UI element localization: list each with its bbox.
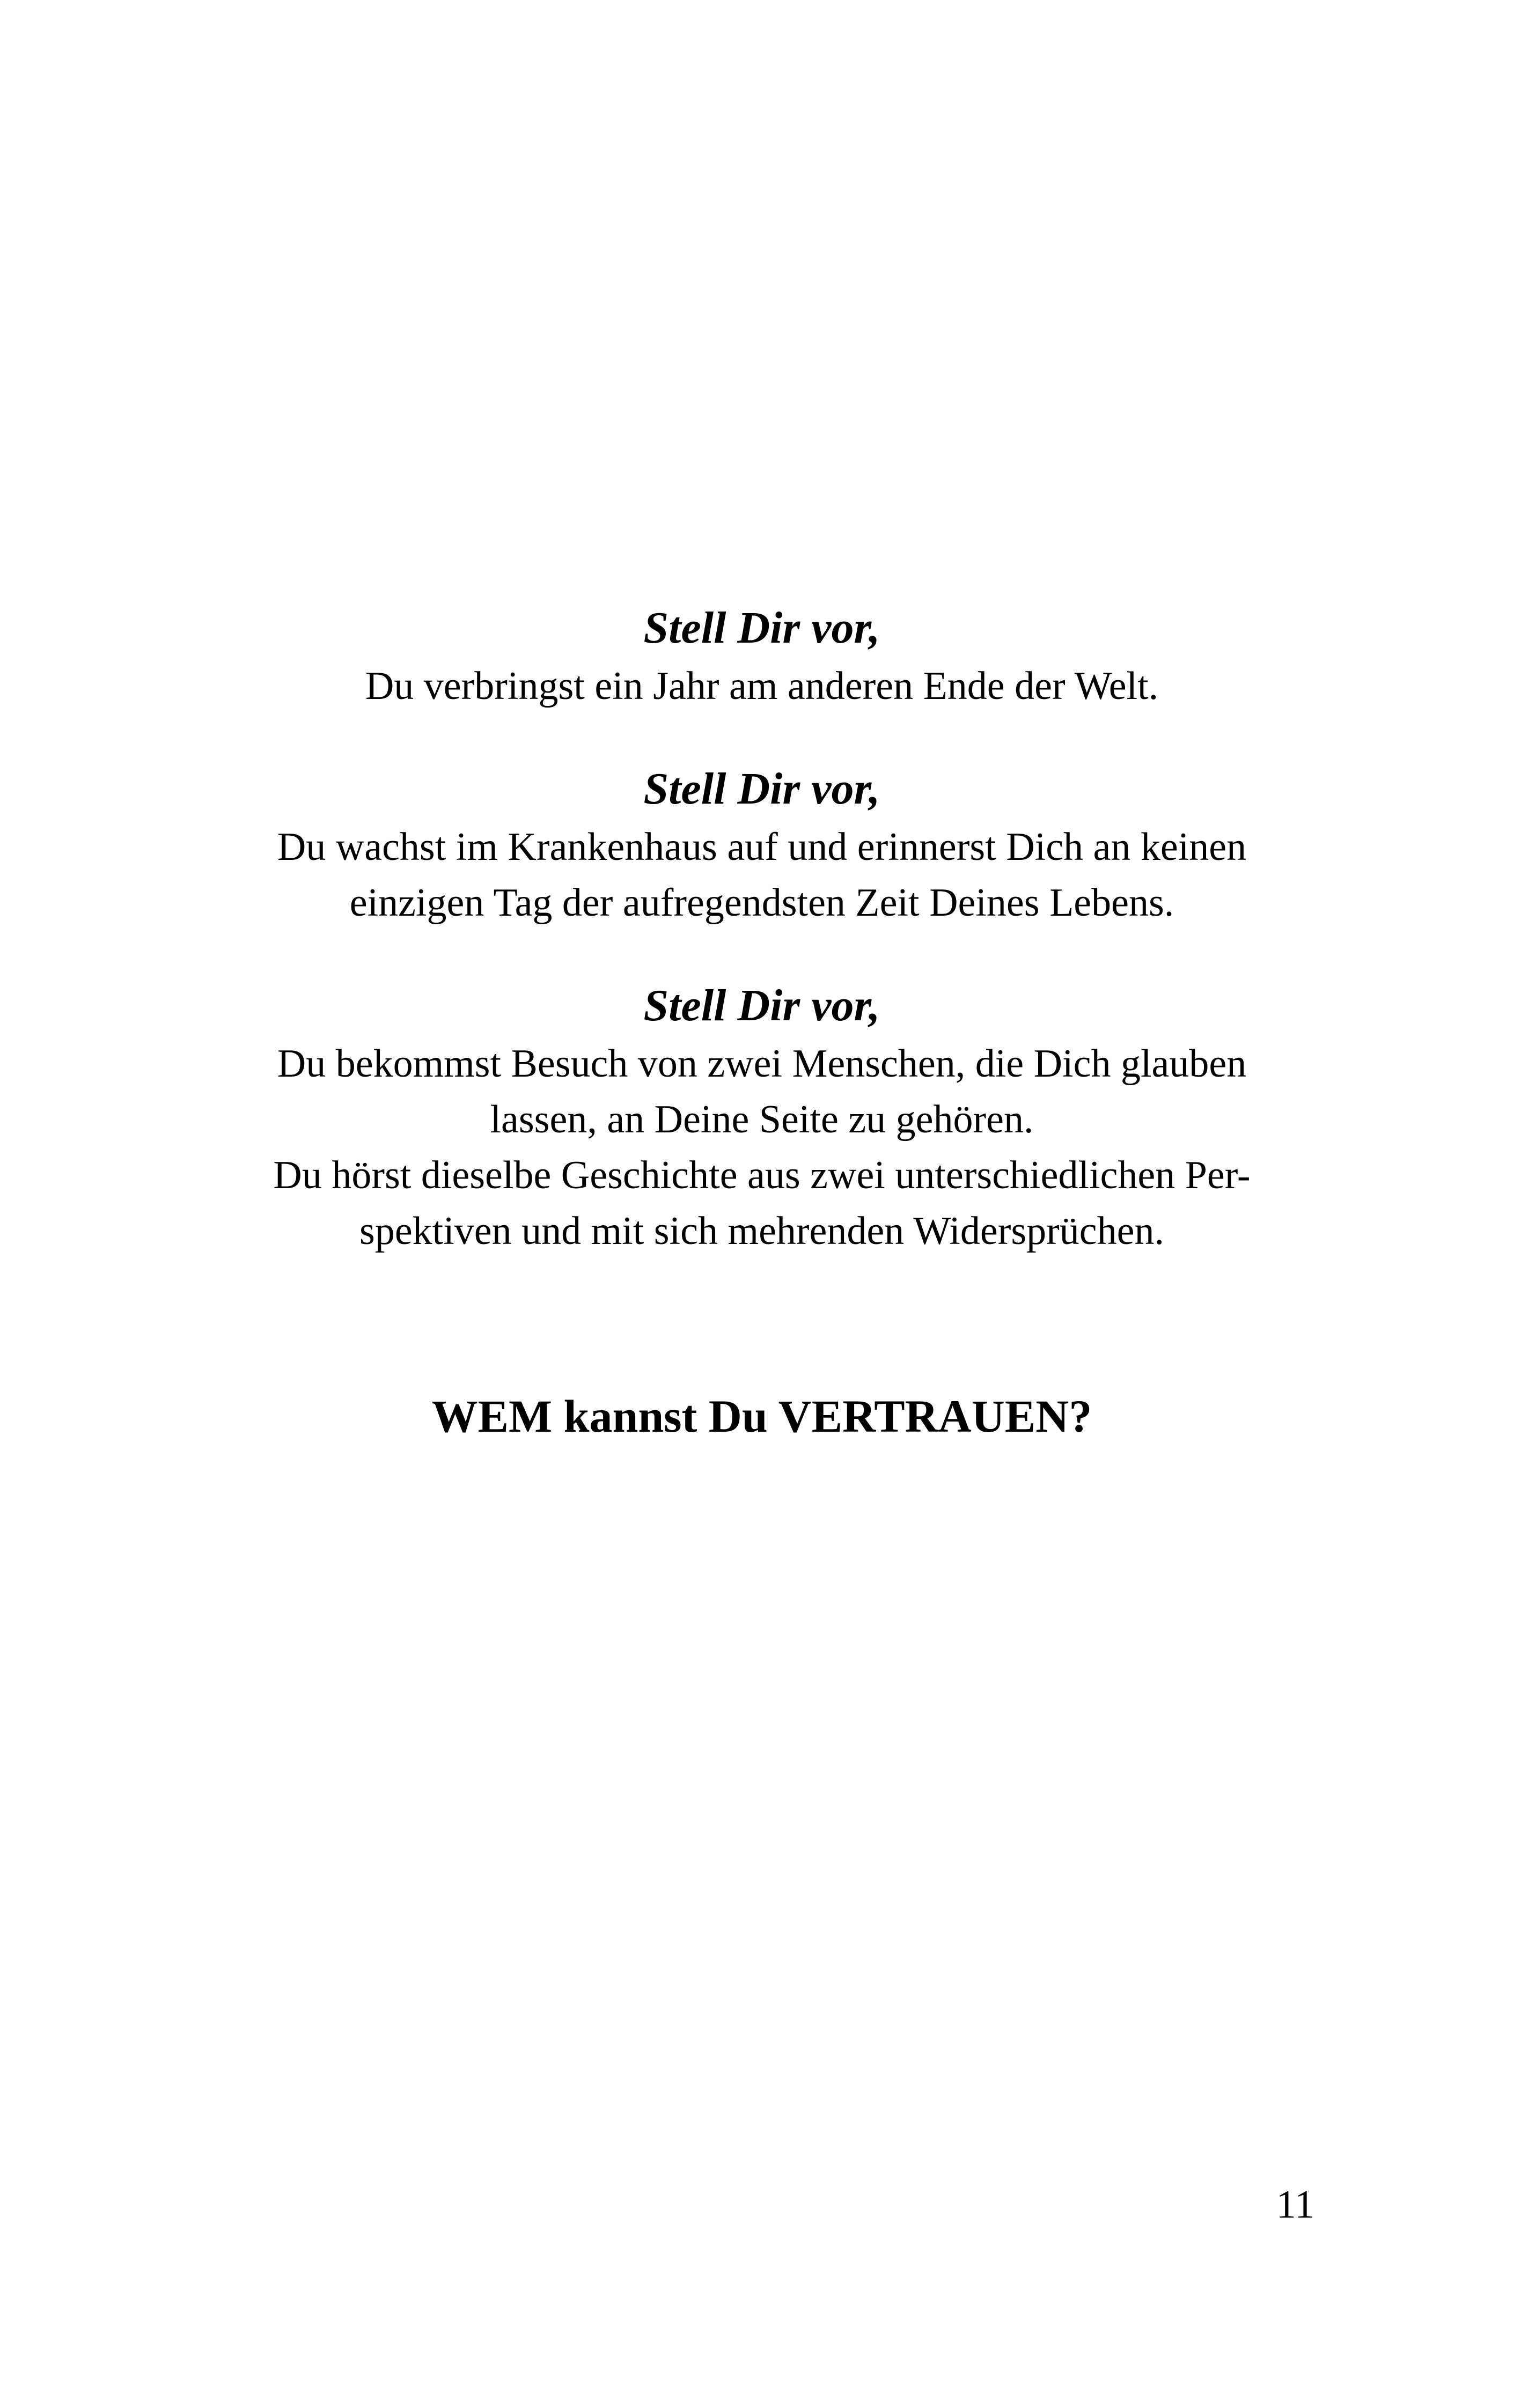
stanza-heading: Stell Dir vor, — [643, 764, 880, 814]
stanza-3 — [204, 976, 1320, 1259]
blurb-text — [204, 598, 1320, 1259]
stanza-heading: Stell Dir vor, — [643, 981, 880, 1030]
stanza-2 — [204, 759, 1320, 931]
stanza-1 — [204, 598, 1320, 714]
stanza-line: Du verbringst ein Jahr am anderen Ende der Welt. — [365, 664, 1159, 708]
stanza-line: Du wachst im Krankenhaus auf und erinnerst Dich an keinen — [277, 825, 1247, 869]
stanza-line: spektiven und mit sich mehrenden Widersprüchen. — [359, 1209, 1164, 1253]
stanza-heading: Stell Dir vor, — [643, 603, 880, 653]
closing-question: WEM kannst Du VERTRAUEN? — [431, 1390, 1092, 1442]
stanza-line: einzigen Tag der aufregendsten Zeit Deines Lebens. — [349, 881, 1174, 925]
stanza-line: Du hörst dieselbe Geschichte aus zwei unterschiedlichen Per- — [273, 1153, 1251, 1197]
stanza-line: lassen, an Deine Seite zu gehören. — [490, 1098, 1034, 1142]
stanza-line: Du bekommst Besuch von zwei Menschen, die Dich glauben — [277, 1042, 1247, 1086]
page-number: 11 — [1276, 2183, 1314, 2227]
